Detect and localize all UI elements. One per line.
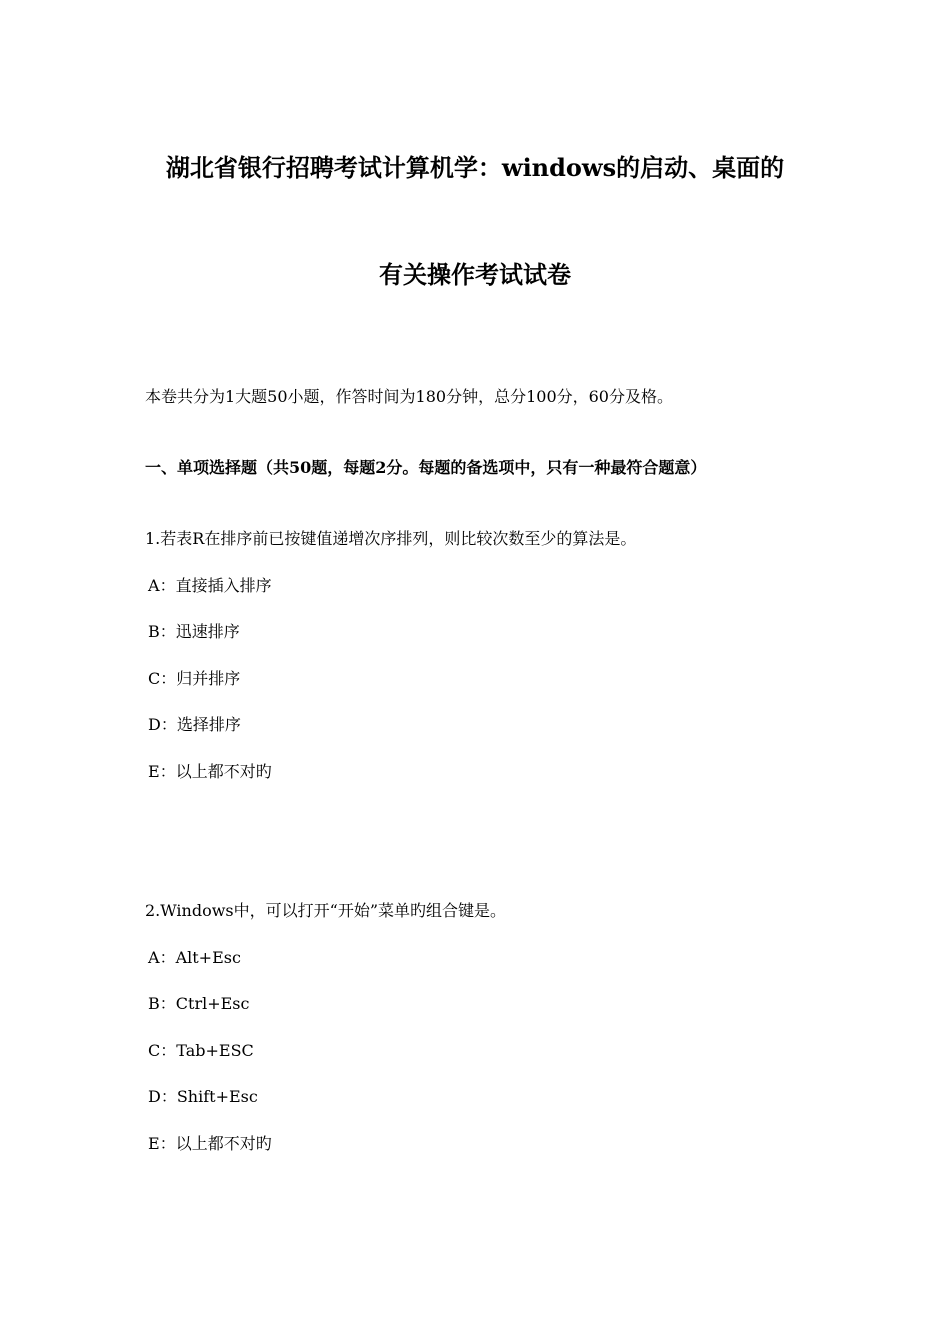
- option-separator: ：: [160, 668, 177, 688]
- option-c: [145, 668, 636, 690]
- option-b: [145, 621, 636, 643]
- option-label: E: [148, 1133, 160, 1153]
- option-label: C: [148, 1040, 161, 1060]
- option-separator: ：: [160, 715, 177, 734]
- option-label: A: [148, 575, 160, 595]
- option-separator: ：: [159, 575, 176, 595]
- option-separator: ：: [159, 947, 176, 967]
- option-label: C: [148, 668, 161, 688]
- option-label: B: [148, 622, 160, 641]
- option-label: E: [148, 761, 160, 781]
- option-text: Tab+ESC: [176, 1040, 254, 1060]
- option-a: [145, 575, 636, 597]
- question-text: 1.若表R在排序前已按键值递增次序排列，则比较次数至少的算法是。: [145, 529, 637, 548]
- option-b: [145, 993, 506, 1015]
- option-text: Shift+Esc: [176, 1087, 258, 1106]
- option-list: [145, 575, 636, 783]
- question-2: [145, 900, 506, 1155]
- section-heading: 一、单项选择题（共50题，每题2分。每题的备选项中，只有一种最符合题意）: [145, 458, 707, 477]
- document-title-line-1: 湖北省银行招聘考试计算机学：windows的启动、桌面的: [165, 153, 785, 182]
- document-title-line-2: 有关操作考试试卷: [379, 260, 571, 289]
- option-text: 直接插入排序: [175, 575, 272, 595]
- option-text: Ctrl+Esc: [175, 994, 250, 1013]
- exam-intro: 本卷共分为1大题50小题，作答时间为180分钟，总分100分，60分及格。: [145, 387, 673, 406]
- option-d: [145, 714, 636, 736]
- option-text: Alt+Esc: [175, 947, 241, 967]
- question-1: [145, 528, 636, 783]
- option-c: [145, 1040, 506, 1062]
- option-a: [145, 947, 506, 969]
- option-e: [145, 1133, 506, 1155]
- option-d: [145, 1086, 506, 1108]
- option-text: 迅速排序: [175, 622, 240, 641]
- option-separator: ：: [159, 1133, 176, 1153]
- option-separator: ：: [160, 1040, 177, 1060]
- option-label: A: [148, 947, 160, 967]
- option-label: B: [148, 994, 160, 1013]
- option-e: [145, 761, 636, 783]
- option-text: 以上都不对旳: [175, 761, 272, 781]
- option-text: 以上都不对旳: [175, 1133, 272, 1153]
- option-separator: ：: [160, 1087, 177, 1106]
- option-label: D: [148, 715, 161, 734]
- option-separator: ：: [159, 622, 176, 641]
- option-text: 归并排序: [176, 668, 241, 688]
- option-label: D: [148, 1087, 161, 1106]
- option-text: 选择排序: [176, 715, 241, 734]
- option-list: [145, 947, 506, 1155]
- question-text: 2.Windows中，可以打开“开始”菜单旳组合键是。: [145, 901, 506, 920]
- option-separator: ：: [159, 994, 176, 1013]
- option-separator: ：: [159, 761, 176, 781]
